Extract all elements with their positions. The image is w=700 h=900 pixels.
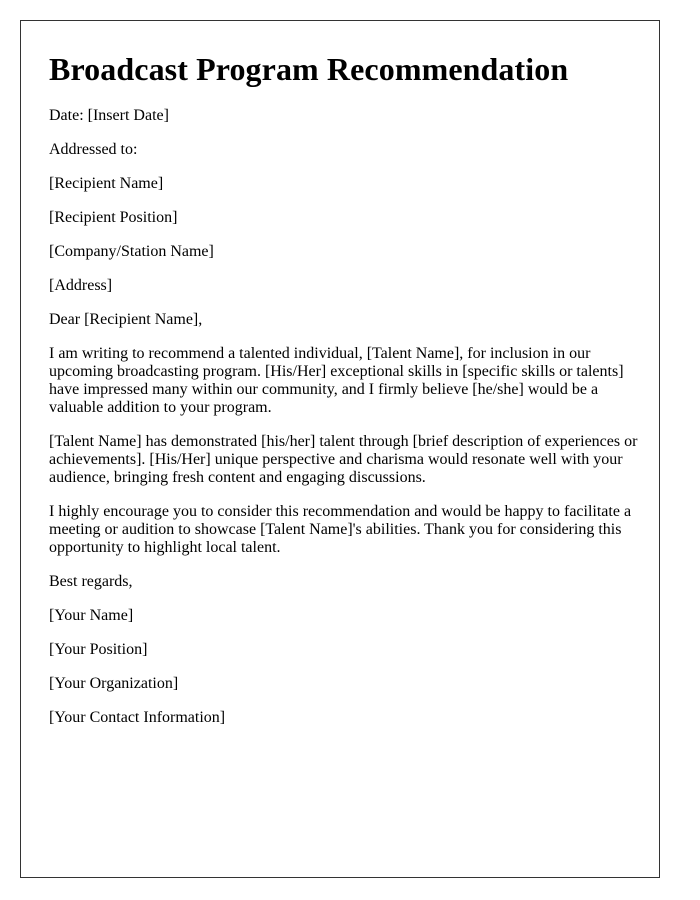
sender-name: [Your Name] — [49, 607, 134, 624]
sender-position: [Your Position] — [49, 641, 148, 658]
body-paragraph-2: [Talent Name] has demonstrated [his/her] talent through [brief description of experiences or achievements]. [His/Her] unique perspective and charisma would resonate well with your audience, bringing fresh content and engaging discussions. — [49, 433, 638, 486]
recipient-name: [Recipient Name] — [49, 175, 164, 192]
company-name: [Company/Station Name] — [49, 243, 214, 260]
salutation: Dear [Recipient Name], — [49, 311, 203, 328]
addressed-to-label: Addressed to: — [49, 141, 138, 158]
recipient-position: [Recipient Position] — [49, 209, 178, 226]
sender-organization: [Your Organization] — [49, 675, 179, 692]
letter-page — [20, 20, 660, 878]
body-paragraph-3: I highly encourage you to consider this recommendation and would be happy to facilitate a meeting or audition to showcase [Talent Name]'s abilities. Thank you for considering this opportunity to highlight local talent. — [49, 503, 632, 556]
closing: Best regards, — [49, 573, 133, 590]
letter-title: Broadcast Program Recommendation — [49, 51, 569, 87]
body-paragraph-1: I am writing to recommend a talented individual, [Talent Name], for inclusion in our upcoming broadcasting program. [His/Her] exceptional skills in [specific skills or talents] have impressed many within our community, and I firmly believe [he/she] would be a valuable addition to your program. — [49, 345, 624, 416]
recipient-address: [Address] — [49, 277, 113, 294]
date-line: Date: [Insert Date] — [49, 107, 169, 124]
sender-contact: [Your Contact Information] — [49, 709, 226, 726]
letter-content — [49, 51, 639, 743]
